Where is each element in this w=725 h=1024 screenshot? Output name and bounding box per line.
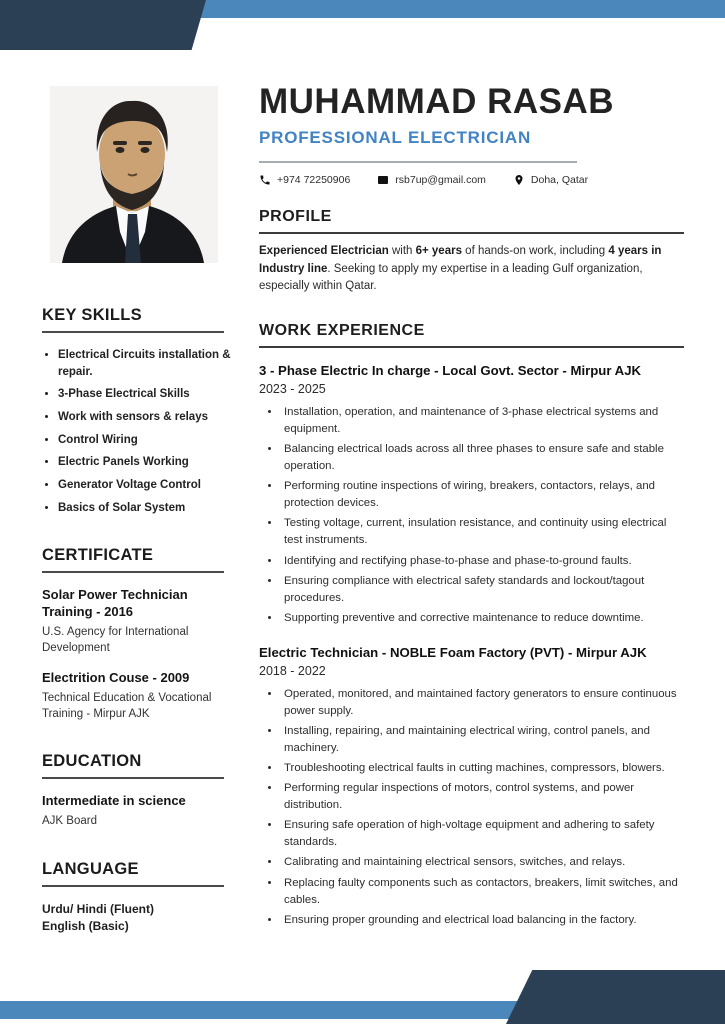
language-line: Urdu/ Hindi (Fluent): [42, 901, 154, 916]
job-bullet: • Performing regular inspections of motors, control systems, and power distribution.: [281, 780, 684, 814]
sidebar-entry: [42, 587, 240, 656]
skills-list: [42, 347, 240, 516]
sidebar-heading-underline: [42, 777, 224, 779]
profile-heading-underline: [259, 232, 684, 234]
contact-item: [377, 174, 486, 186]
entry-title: Electrition Couse - 2009: [42, 670, 190, 686]
job-bullet: • Identifying and rectifying phase-to-phase and phase-to-ground faults.: [281, 553, 684, 570]
portrait-illustration: [50, 86, 218, 263]
job-bullet: • Ensuring safe operation of high-voltage equipment and adhering to safety standards.: [281, 817, 684, 851]
top-blue-bar: [196, 0, 725, 18]
profile-segment: with: [388, 244, 416, 257]
job-dates: 2023 - 2025: [259, 381, 326, 396]
job-dates: 2018 - 2022: [259, 663, 326, 678]
language-line: English (Basic): [42, 918, 129, 933]
section-work-experience: [259, 322, 684, 929]
experience-jobs: [259, 363, 684, 929]
skill-item: • Electrical Circuits installation & repair.: [58, 347, 240, 380]
sidebar-heading-underline: [42, 331, 224, 333]
experience-heading: WORK EXPERIENCE: [259, 322, 425, 340]
profile-heading: PROFILE: [259, 207, 332, 225]
entry-title: Intermediate in science: [42, 793, 186, 809]
sidebar-section-heading: CERTIFICATE: [42, 546, 154, 565]
entry-subtitle: U.S. Agency for International Development: [42, 626, 189, 654]
profile-segment: . Seeking to apply my expertise in a leading Gulf organization, especially within Qatar.: [259, 262, 643, 293]
section-certificate: [42, 546, 240, 722]
sidebar-section-heading: LANGUAGE: [42, 859, 139, 878]
job-bullet: • Replacing faulty components such as contactors, breakers, limit switches, and cables.: [281, 875, 684, 909]
sidebar-entry: [42, 670, 240, 722]
person-title: PROFESSIONAL ELECTRICIAN: [259, 127, 532, 147]
skill-item: • Work with sensors & relays: [58, 409, 240, 426]
profile-photo: [50, 86, 218, 263]
profile-segment-bold: Experienced Electrician: [259, 244, 389, 257]
job-bullets: [259, 404, 684, 627]
section-language: [42, 860, 240, 936]
skill-item: • 3-Phase Electrical Skills: [58, 386, 240, 403]
person-name: MUHAMMAD RASAB: [259, 82, 615, 121]
header-divider: [259, 161, 577, 163]
skill-item: • Generator Voltage Control: [58, 477, 240, 494]
profile-text: [259, 243, 684, 296]
job-bullet: • Performing routine inspections of wiring, breakers, contactors, relays, and protection devices.: [281, 478, 684, 512]
sidebar-heading-underline: [42, 571, 224, 573]
contact-row: [259, 174, 684, 186]
job-bullet: • Balancing electrical loads across all three phases to ensure safe and stable operation.: [281, 441, 684, 475]
section-education: [42, 752, 240, 829]
job-bullet: • Testing voltage, current, insulation resistance, and continuity using electrical test instruments.: [281, 515, 684, 549]
job-bullets: [259, 686, 684, 929]
profile-segment-bold: 4 years in Industry line: [259, 244, 662, 275]
email-icon: [377, 174, 389, 186]
skill-item: • Electric Panels Working: [58, 454, 240, 471]
sidebar-section-body: [42, 793, 240, 829]
skill-item: • Basics of Solar System: [58, 500, 240, 517]
job-title: Electric Technician - NOBLE Foam Factory (PVT) - Mirpur AJK: [259, 645, 647, 660]
sidebar: [42, 306, 240, 965]
experience-heading-underline: [259, 346, 684, 348]
profile-segment: of hands-on work, including: [461, 244, 609, 257]
contact-item: [513, 174, 588, 186]
top-navy-corner: [0, 0, 206, 50]
experience-job: [259, 645, 684, 929]
skill-item: • Control Wiring: [58, 432, 240, 449]
sidebar-section-heading: EDUCATION: [42, 752, 142, 771]
section-profile: [259, 208, 684, 296]
job-bullet: • Ensuring compliance with electrical safety standards and lockout/tagout procedures.: [281, 573, 684, 607]
bottom-navy-corner: [506, 970, 725, 1024]
job-bullet: • Ensuring proper grounding and electrical load balancing in the factory.: [281, 912, 684, 929]
entry-subtitle: AJK Board: [42, 815, 97, 827]
job-bullet: • Installing, repairing, and maintaining electrical wiring, control panels, and machinery.: [281, 723, 684, 757]
profile-segment-bold: 6+ years: [415, 244, 462, 257]
job-bullet: • Calibrating and maintaining electrical sensors, switches, and relays.: [281, 854, 684, 871]
sidebar-section-body: [42, 347, 240, 516]
contact-text: +974 72250906: [277, 173, 351, 186]
entry-title: Solar Power Technician Training - 2016: [42, 587, 188, 620]
job-title: 3 - Phase Electric In charge - Local Govt. Sector - Mirpur AJK: [259, 363, 642, 379]
section-key-skills: [42, 306, 240, 516]
phone-icon: [259, 174, 271, 186]
job-bullet: • Troubleshooting electrical faults in cutting machines, compressors, blowers.: [281, 760, 684, 777]
contact-text: rsb7up@gmail.com: [395, 173, 486, 186]
contact-item: [259, 174, 350, 186]
sidebar-heading-underline: [42, 885, 224, 887]
sidebar-section-body: [42, 587, 240, 722]
main-column: [259, 84, 684, 932]
experience-job: [259, 363, 684, 627]
job-bullet: • Operated, monitored, and maintained factory generators to ensure continuous power supply.: [281, 686, 684, 720]
sidebar-section-body: [42, 901, 240, 936]
job-bullet: • Installation, operation, and maintenance of 3-phase electrical systems and equipment.: [281, 404, 684, 438]
location-icon: [513, 174, 525, 186]
entry-subtitle: Technical Education & Vocational Training - Mirpur AJK: [42, 692, 212, 720]
sidebar-entry: [42, 793, 240, 829]
contact-text: Doha, Qatar: [530, 173, 589, 186]
job-bullet: • Supporting preventive and corrective maintenance to reduce downtime.: [281, 610, 684, 627]
sidebar-section-heading: KEY SKILLS: [42, 306, 142, 324]
